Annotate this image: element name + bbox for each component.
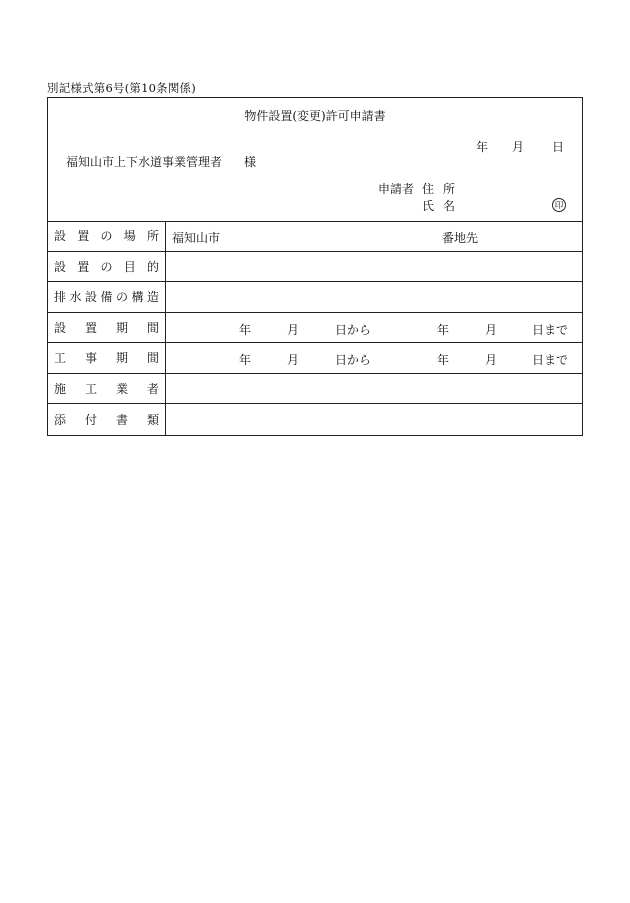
from-day-label: 日から [335, 353, 372, 367]
to-month-label: 月 [485, 353, 498, 367]
row-label: 設置の場所 [48, 221, 166, 251]
applicant-block [364, 181, 464, 215]
row-construction-period [48, 343, 582, 374]
installation-purpose-field[interactable] [166, 252, 582, 282]
application-date [476, 138, 564, 155]
seal-mark: 印 [552, 198, 566, 212]
from-year-label: 年 [239, 322, 252, 337]
applicant-name-label: 氏名 [422, 199, 465, 213]
row-installation-location [48, 221, 582, 252]
installation-period-field[interactable] [166, 313, 582, 343]
form-title: 物件設置(変更)許可申請書 [244, 109, 386, 123]
to-day-label: 日まで [532, 322, 569, 337]
applicant-address-label: 住所 [422, 182, 465, 196]
form-caption: 別記様式第6号(第10条関係) [47, 81, 196, 95]
row-installation-period [48, 313, 582, 344]
details-table [48, 221, 582, 435]
from-day-label: 日から [335, 322, 372, 337]
row-drainage-structure [48, 282, 582, 313]
drainage-structure-field[interactable] [166, 282, 582, 312]
to-month-label: 月 [485, 322, 498, 337]
row-label: 添付書類 [48, 404, 166, 435]
attachments-field[interactable] [166, 404, 582, 435]
row-label: 設置期間 [48, 313, 166, 343]
applicant-role-label: 申請者 [377, 182, 414, 196]
to-year-label: 年 [437, 322, 450, 337]
row-label: 設置の目的 [48, 252, 166, 282]
addressee-name: 福知山市上下水道事業管理者 [66, 155, 223, 169]
row-attachments [48, 404, 582, 435]
row-label: 施工業者 [48, 374, 166, 404]
addressee-honorific: 様 [244, 155, 257, 169]
to-year-label: 年 [437, 353, 450, 367]
installation-location-field[interactable] [166, 221, 582, 251]
from-year-label: 年 [239, 353, 252, 367]
from-month-label: 月 [287, 322, 300, 337]
row-installation-purpose [48, 252, 582, 283]
from-month-label: 月 [287, 353, 300, 367]
contractor-field[interactable] [166, 374, 582, 404]
to-day-label: 日まで [532, 353, 569, 367]
city-name: 福知山市 [172, 231, 221, 245]
addressee [66, 153, 256, 170]
row-label: 排水設備の構造 [48, 282, 166, 312]
date-day-label: 日 [551, 140, 564, 154]
construction-period-field[interactable] [166, 343, 582, 373]
date-year-label: 年 [475, 140, 488, 154]
form-header [48, 98, 582, 222]
permit-application-form [47, 97, 583, 436]
date-month-label: 月 [511, 140, 524, 154]
row-label: 工事期間 [48, 343, 166, 373]
row-contractor [48, 374, 582, 405]
address-suffix: 番地先 [442, 231, 479, 245]
